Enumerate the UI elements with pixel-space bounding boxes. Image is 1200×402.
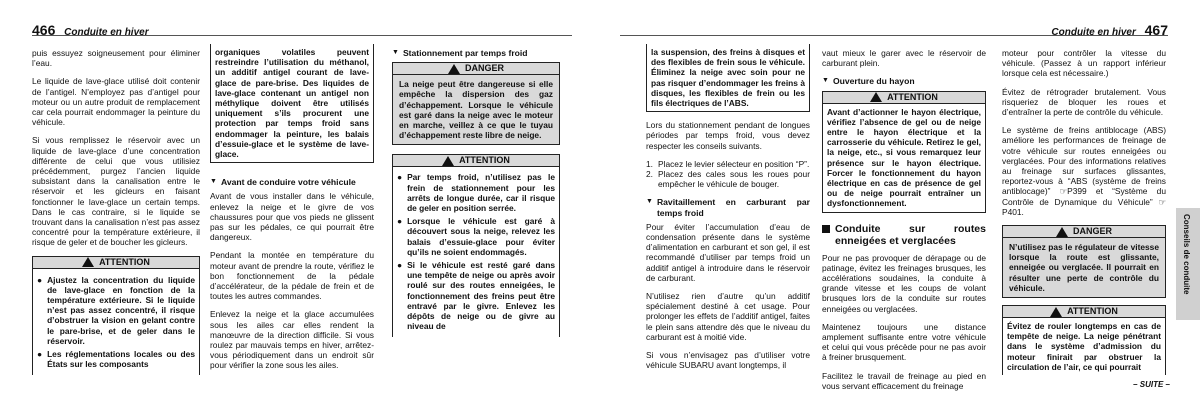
paragraph: Si vous remplissez le réservoir avec un liquide de lave-glace d’une concentration différente de celui que vous utilisiez précédemment, purgez l’ancien liquide subsistant dans la canalisation entre le réservoir et les gicleurs en faisant fonctionner le lave-glace un certain temps. Dans le cas contraire, si le liquide se trouvant dans la canalisation n’est pas assez concentré pour la température extérieure, il risque de geler et de boucher les gicleurs. [32,135,200,248]
paragraph: Lors du stationnement pendant de longues périodes par temps froid, vous devez respecter les conseils suivants. [646,120,810,151]
subsection-title: ▼ Ouverture du hayon [822,76,915,87]
triangle-bullet-icon: ▼ [646,198,653,206]
warning-triangle-icon [870,92,882,102]
page-number: 466 [32,22,56,38]
left-col-2 [210,48,374,379]
subsection-title: ▼ Stationnement par temps froid [392,48,528,58]
list-item: ● Lorsque le véhicule est garé à découvert sous la neige, relevez les balais d’essuie-glace pour éviter qu’ils ne soient endommagés. [397,216,555,257]
list-item: ● Si le véhicule est resté garé dans une tempête de neige ou après avoir roulé sur des routes enneigées, le fonctionnement des freins peut être entravé par le givre. Enlevez les dépôts de neige ou de givre au niveau de [397,260,555,332]
paragraph: Pendant la montée en température du moteur avant de prendre la route, vérifiez le bon fonctionnement de la pédale d’accélérateur, de la pédale de frein et de toutes les autres commandes. [210,250,374,302]
paragraph: vaut mieux le garer avec le réservoir de carburant plein. [822,48,986,69]
triangle-bullet-icon: ▼ [822,77,829,85]
list-item: ● Ajustez la concentration du liquide de lave-glace en fonction de la température extérieure. Si le liquide n’est pas assez concentré, il risque d’obstruer la vision en gelant contre le pare-brise, et de geler dans le réservoir. [37,274,195,346]
attention-box-continued: la suspension, des freins à disques et des flexibles de frein sous le véhicule. Éliminez la neige avec soin pour ne pas risquer d’endommager les freins à disques, les flexibles de frein ou les fils électriques de l’ABS. [646,44,810,112]
danger-text: N’utilisez pas le régulateur de vitesse lorsque la route est glissante, enneigée ou verglacée. Il pourrait en résulter une perte de contrôle du véhicule. [1002,238,1166,298]
attention-box: Avant d’actionner le hayon électrique, vérifiez l’absence de gel ou de neige entre le hayon électrique et la carrosserie du véhicule. Retirez le gel, la neige, etc., si vous remarquez leur présence sur le hayon électrique. Forcer le fonctionnement du hayon électrique en cas de présence de gel ou de neige pourrait entraîner un dysfonctionnement. [822,104,986,213]
right-page [600,0,1200,402]
paragraph: Pour éviter l’accumulation d’eau de condensation présente dans le système d’alimentation en carburant et son gel, il est recommandé d’utiliser par temps froid un additif antigel à introduire dans le réservoir de carburant. [646,221,810,283]
triangle-bullet-icon: ▼ [210,178,217,186]
list-item: 2. Placez des cales sous les roues pour empêcher le véhicule de bouger. [646,169,810,190]
paragraph: Enlevez la neige et la glace accumulées sous les ailes car elles rendent la manœuvre de la direction difficile. Si vous roulez par mauvais temps en hiver, arrêtez-vous périodiquement dans un endroit sûr pour vérifier la zone sous les ailes. [210,309,374,371]
right-page-header [620,22,1168,36]
attention-box: Évitez de rouler longtemps en cas de tempête de neige. La neige pénétrant dans le système d’admission du moteur finirait par obstruer la circulation de l’air, ce qui pourrait [1002,318,1166,375]
warning-triangle-icon [448,64,460,74]
danger-text: La neige peut être dangereuse si elle empêche la dispersion des gaz d’échappement. Lorsque le véhicule est garé dans la neige avec le moteur en marche, veillez à ce que le tuyau d’échappement reste libre de neige. [392,75,560,145]
warning-triangle-icon [442,156,454,166]
running-title: Conduite en hiver [1051,27,1136,38]
warning-triangle-icon [1056,227,1068,237]
paragraph: N’utilisez rien d’autre qu’un additif spécialement destiné à cet usage. Pour prolonger les effets de l’additif antigel, faites le plein sans attendre dès que le niveau du carburant est à moitié vide. [646,291,810,342]
paragraph: Le liquide de lave-glace utilisé doit contenir de l’antigel. N’employez pas d’antigel pour moteur ou un autre produit de remplacement car cela pourrait endommager la peinture du véhicule. [32,76,200,128]
attention-box [392,167,560,337]
left-page-header [32,22,572,36]
paragraph: Si vous n’envisagez pas d’utiliser votre véhicule SUBARU avant longtemps, il [646,350,810,371]
attention-box [32,269,200,376]
left-col-1 [32,48,200,375]
right-col-3 [1002,48,1166,375]
left-col-3 [392,48,560,337]
paragraph: Pour ne pas provoquer de dérapage ou de patinage, évitez les freinages brusques, les accélérations soudaines, la conduite à grande vitesse et les coups de volant brusques lors de la conduite sur routes enneigées ou verglacées. [822,252,986,314]
paragraph: puis essuyez soigneusement pour éliminer l’eau. [32,48,200,69]
warning-triangle-icon [82,257,94,267]
triangle-bullet-icon: ▼ [392,49,399,56]
subsection-title: ▼ Ravitaillement en carburant par temps froid [646,197,810,218]
continued-marker: – SUITE – [1133,380,1170,389]
paragraph: Évitez de rétrograder brutalement. Vous risqueriez de bloquer les roues et d’entraîner la perte de contrôle du véhicule. [1002,86,1166,118]
list-item: ● Par temps froid, n’utilisez pas le frein de stationnement pour les arrêts de longue durée, car il risque de geler en position serrée. [397,172,555,214]
attention-box-continued: organiques volatiles peuvent restreindre l’utilisation du méthanol, un additif antigel courant de lave-glace de pare-brise. Des liquides de lave-glace contenant un antigel non méthylique doivent être utilisés uniquement s’ils procurent une protection par temps froid sans endommager la peinture, les balais d’essuie-glace et le système de lave-glace. [210,44,374,163]
page-number: 467 [1144,22,1168,38]
warning-triangle-icon [1050,307,1062,317]
side-tab-label: Conseils de conduite [1182,214,1191,295]
paragraph: Avant de vous installer dans le véhicule, enlevez la neige et le givre de vos chaussures pour que vos pieds ne glissent pas sur les pédales, ce qui pourrait être dangereux. [210,191,374,243]
danger-banner: DANGER [1002,225,1166,238]
right-col-2 [822,48,986,399]
attention-banner: ATTENTION [32,256,200,269]
list-item: 1. Placez le levier sélecteur en position “P”. [646,158,810,169]
danger-banner: DANGER [392,62,560,75]
attention-banner: ATTENTION [1002,305,1166,318]
attention-banner: ATTENTION [822,91,986,104]
paragraph: moteur pour contrôler la vitesse du véhicule. (Passez à un rapport inférieur lorsque cela est nécessaire.) [1002,48,1166,79]
paragraph: Facilitez le travail de freinage au pied en vous servant efficacement du freinage [822,370,986,391]
attention-banner: ATTENTION [392,154,560,167]
right-col-1 [646,48,810,378]
steps-list [646,159,810,190]
paragraph: Le système de freins antiblocage (ABS) améliore les performances de freinage de votre véhicule sur routes enneigées ou verglacées. Pour des informations relatives au freinage sur surfaces glissantes, reportez-vous à “ABS (système de freins antiblocage)” ☞P399 et “Système du Contrôle de Dynamique du Véhicule” ☞P401. [1002,125,1166,217]
running-title: Conduite en hiver [64,27,149,38]
section-title: Conduite sur routes enneigées et verglacées [822,223,986,247]
list-item: ● Les réglementations locales ou des États sur les composants [37,349,195,370]
subsection-title: ▼ Avant de conduire votre véhicule [210,177,356,188]
square-bullet-icon [822,225,830,233]
paragraph: Maintenez toujours une distance amplement suffisante entre votre véhicule et celui qui vous précède pour ne pas avoir à freiner brusquement. [822,321,986,363]
